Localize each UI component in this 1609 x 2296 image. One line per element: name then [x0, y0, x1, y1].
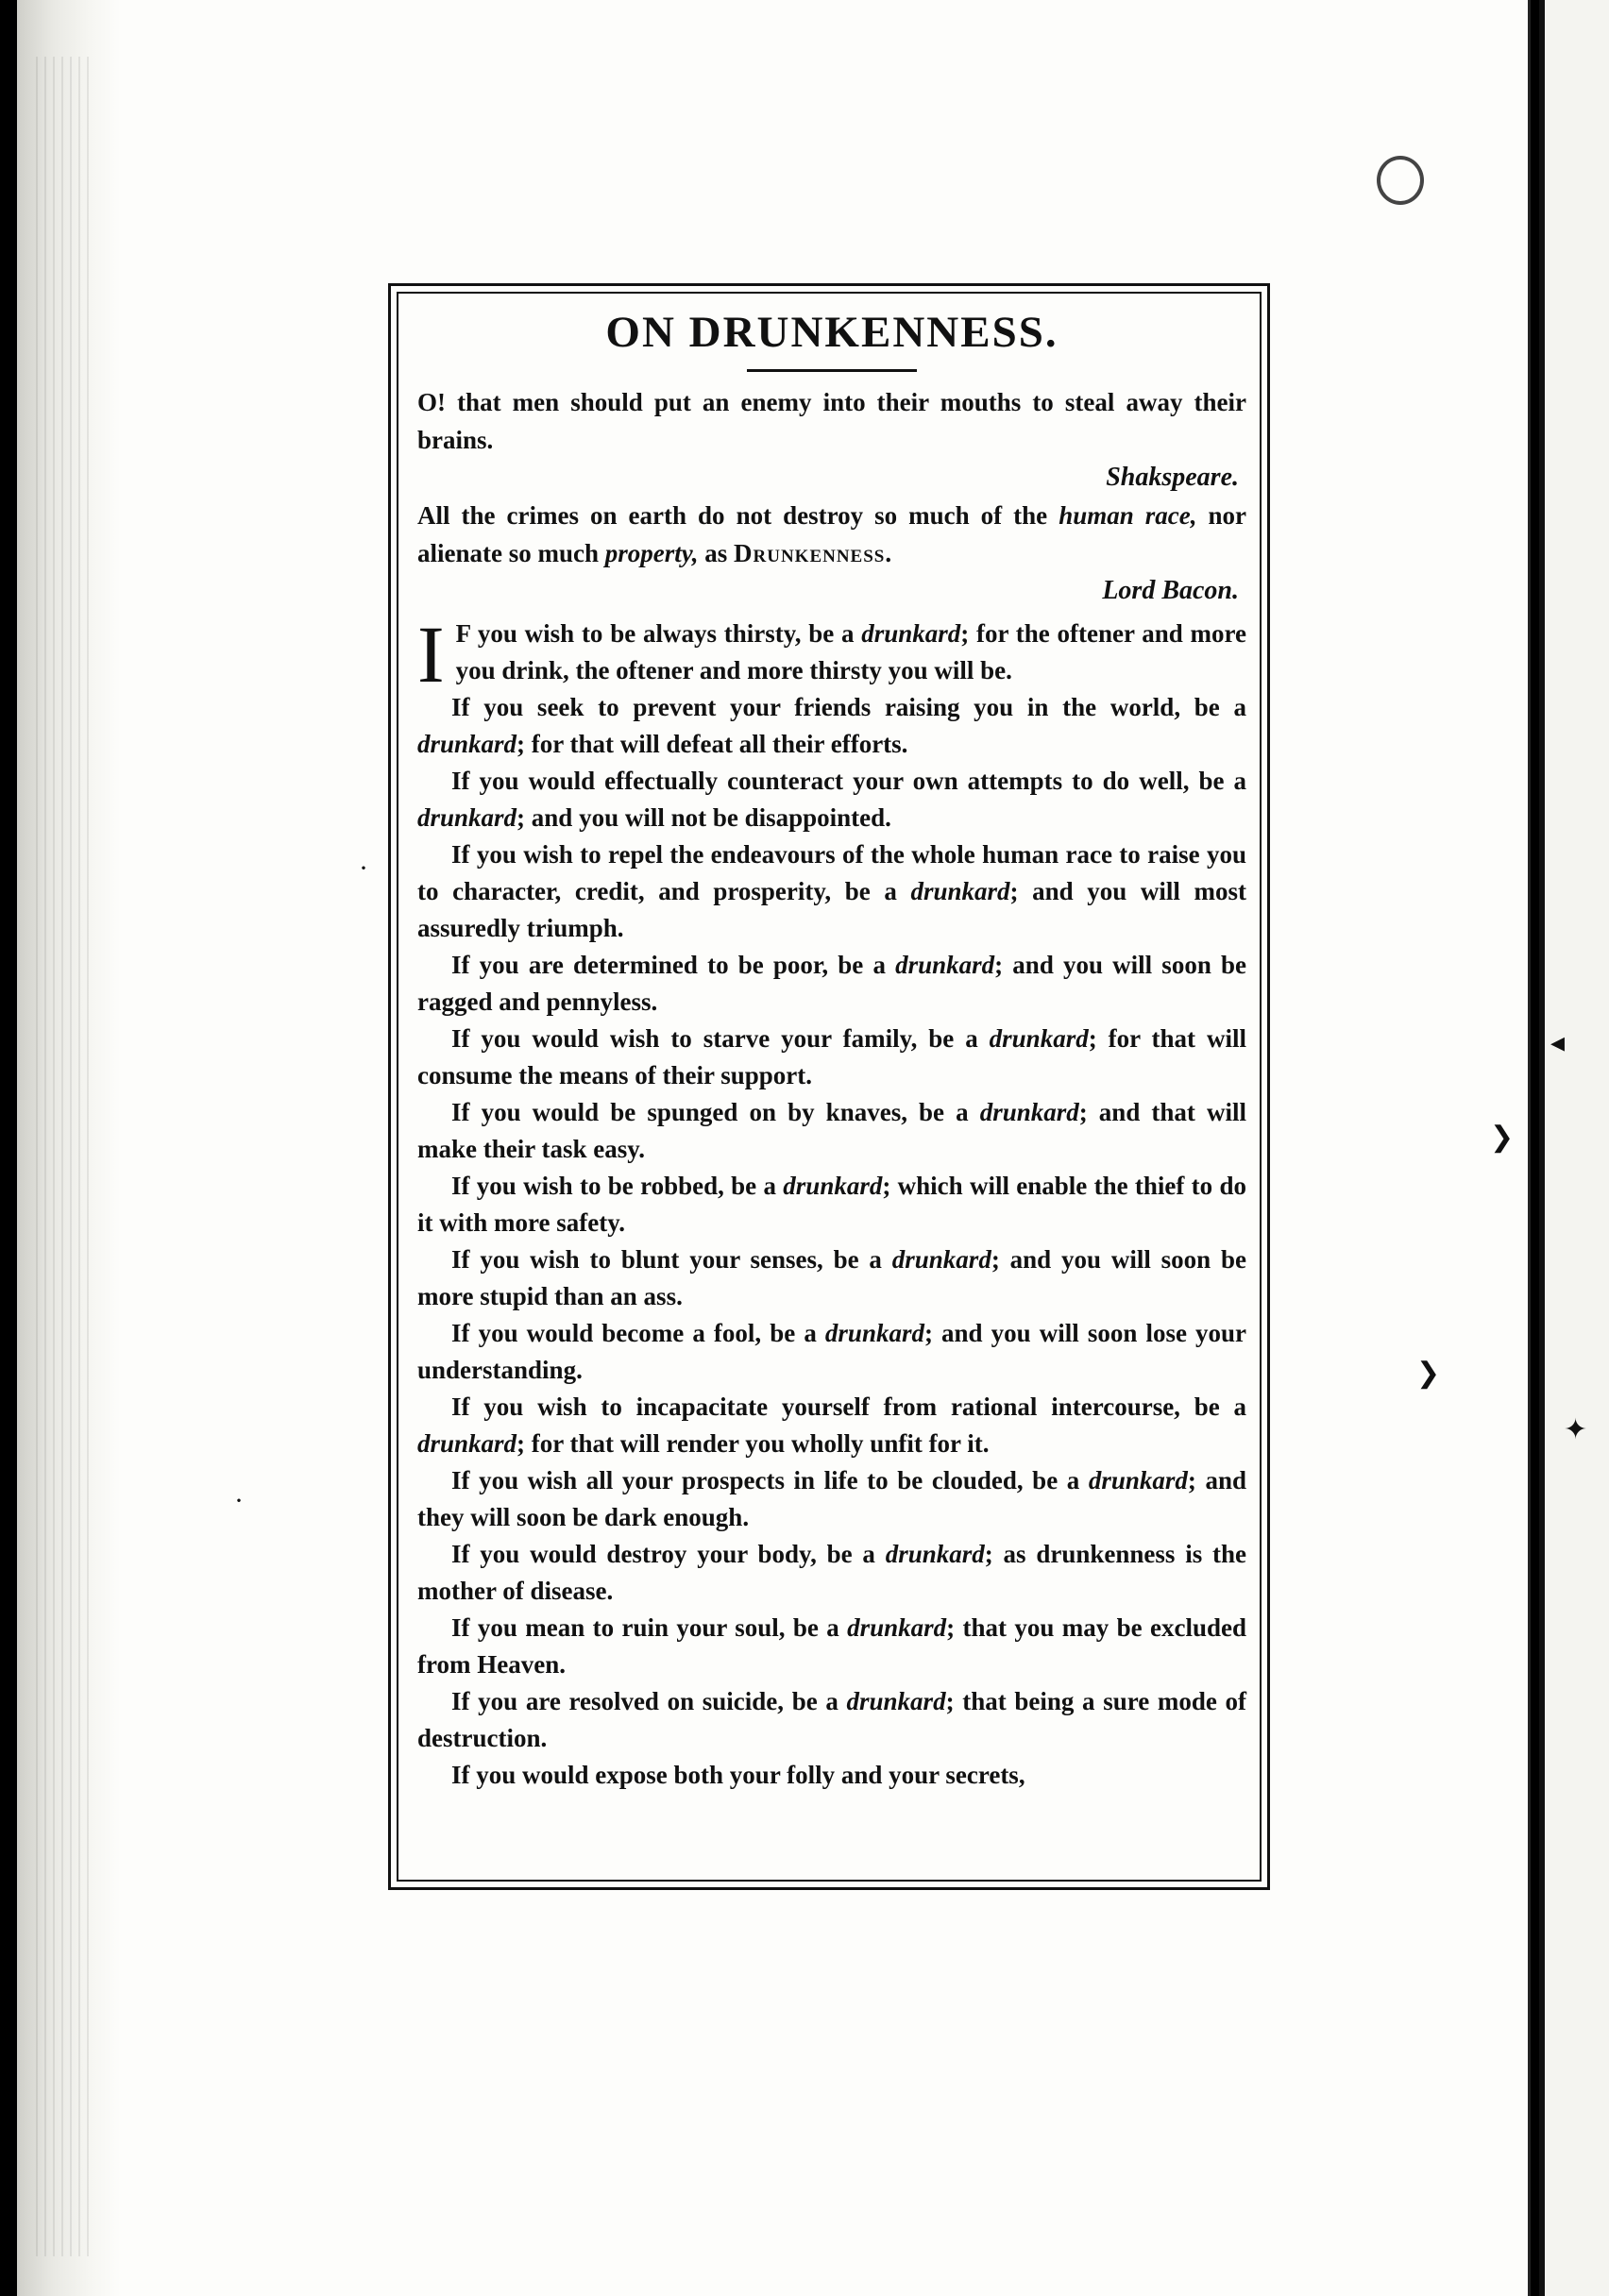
article-title: ON DRUNKENNESS. [605, 308, 1059, 357]
paragraph-text: If you would effectually counteract your own attempts to do well, be a [451, 766, 1246, 795]
drunkard-emphasis: drunkard [895, 950, 995, 979]
body-paragraph [417, 1094, 1246, 1168]
paragraph-text: If you would be spunged on by knaves, be a [451, 1097, 969, 1126]
binding-hole [1377, 156, 1424, 205]
epigraph-smallcaps: Drunkenness. [734, 538, 893, 567]
body-paragraph [417, 1315, 1246, 1389]
paragraph-text: If you wish to blunt your senses, be a [451, 1244, 882, 1274]
body-paragraph [417, 1683, 1246, 1757]
paragraph-text: ; and you will most assuredly triumph. [417, 876, 1246, 942]
paragraph-text: If you would expose both your folly and your secrets, [451, 1760, 1025, 1789]
drop-cap: I [417, 608, 445, 700]
paragraph-text: If you would destroy your body, be a [451, 1539, 875, 1568]
epigraph-text: as [704, 538, 728, 567]
paragraph-text: ; as drunkenness is the mother of disease. [417, 1539, 1246, 1605]
paragraph-text: If you are resolved on suicide, be a [451, 1686, 838, 1715]
body-paragraph [417, 1757, 1246, 1794]
paragraph-text: If you seek to prevent your friends raising you in the world, be a [451, 692, 1246, 721]
page-edge-texture [36, 57, 93, 2256]
body-paragraph [417, 1536, 1246, 1610]
body-paragraph [417, 1021, 1246, 1094]
drunkard-emphasis: drunkard [989, 1023, 1089, 1053]
drunkard-emphasis: drunkard [783, 1171, 883, 1200]
ink-speck: · [234, 1485, 244, 1516]
epigraph-emphasis: human race, [1059, 500, 1197, 530]
drunkard-emphasis: drunkard [824, 1318, 924, 1347]
epigraph-attribution: Lord Bacon. [1102, 575, 1239, 605]
body-paragraph [417, 1241, 1246, 1315]
epigraph-text: nor alienate so much [417, 500, 1247, 567]
article-body [417, 608, 1247, 1794]
drunkard-emphasis: drunkard [847, 1612, 947, 1642]
drunkard-emphasis: drunkard [846, 1686, 946, 1715]
paragraph-text: ; and they will soon be dark enough. [417, 1465, 1247, 1531]
paragraph-text: If you would become a fool, be a [451, 1318, 817, 1347]
epigraph-text: All the crimes on earth do not destroy so much of the [417, 500, 1048, 530]
paragraph-text: ; for that will consume the means of their support. [417, 1023, 1246, 1089]
epigraph-text: O! that men should put an enemy into their mouths to steal away their brains. [417, 387, 1246, 454]
paragraph-text: ; that being a sure mode of destruction. [417, 1686, 1246, 1752]
paragraph-text: ; and you will soon be ragged and pennyless. [417, 950, 1246, 1016]
ink-speck: · [359, 853, 368, 884]
body-paragraph [417, 1389, 1246, 1462]
body-paragraph [417, 1462, 1246, 1536]
paragraph-text: If you mean to ruin your soul, be a [451, 1612, 839, 1642]
drunkard-emphasis: drunkard [979, 1097, 1079, 1126]
paragraph-text: If you wish to incapacitate yourself from rational intercourse, be a [451, 1392, 1246, 1421]
drunkard-emphasis: drunkard [885, 1539, 985, 1568]
paragraph-text: ; and that will make their task easy. [417, 1097, 1246, 1163]
drunkard-emphasis: drunkard [910, 876, 1010, 905]
drunkard-emphasis: drunkard [1088, 1465, 1188, 1494]
body-paragraph [417, 689, 1246, 763]
paragraph-text: If you wish to be robbed, be a [451, 1171, 776, 1200]
epigraph-attribution: Shakspeare. [1106, 462, 1239, 492]
paragraph-text: F you wish to be always thirsty, be a [455, 618, 855, 648]
body-paragraph [417, 947, 1246, 1021]
body-paragraph [417, 1610, 1246, 1683]
ink-speck: ✦ [1564, 1414, 1588, 1445]
paragraph-text: ; for the oftener and more you drink, the oftener and more thirsty you will be. [455, 618, 1247, 684]
paragraph-text: ; for that will render you wholly unfit for it. [517, 1428, 990, 1458]
epigraph-shakespeare [417, 383, 1246, 459]
body-paragraph [417, 763, 1246, 836]
clipping-inner-border [397, 292, 1262, 1882]
epigraph-bacon [417, 497, 1246, 572]
drunkard-emphasis: drunkard [417, 1428, 517, 1458]
body-paragraph [417, 1168, 1246, 1241]
body-paragraph [417, 836, 1246, 947]
paragraph-text: ; that you may be excluded from Heaven. [417, 1612, 1247, 1679]
ink-speck: ◂ [1550, 1027, 1566, 1058]
body-paragraph [417, 608, 1247, 700]
paragraph-text: If you are determined to be poor, be a [451, 950, 886, 979]
drunkard-emphasis: drunkard [417, 729, 517, 758]
paragraph-text: ; and you will soon be more stupid than an ass. [417, 1244, 1246, 1310]
drunkard-emphasis: drunkard [417, 802, 517, 832]
paragraph-text: If you wish all your prospects in life to be clouded, be a [451, 1465, 1080, 1494]
scanned-page [17, 0, 1531, 2296]
paragraph-text: If you wish to repel the endeavours of the whole human race to raise you to character, credit, and prosperity, be a [417, 839, 1246, 905]
adjacent-page-edge [1539, 0, 1609, 2296]
title-rule [747, 369, 917, 372]
paragraph-text: ; and you will not be disappointed. [517, 802, 891, 832]
ink-speck: ❯ [1490, 1122, 1515, 1153]
newspaper-clipping [388, 283, 1270, 1890]
paragraph-text: If you would wish to starve your family, be a [451, 1023, 978, 1053]
drunkard-emphasis: drunkard [891, 1244, 991, 1274]
paragraph-text: ; for that will defeat all their efforts. [517, 729, 908, 758]
epigraph-emphasis: property, [604, 538, 699, 567]
ink-speck: ❯ [1416, 1358, 1441, 1389]
paragraph-text: ; which will enable the thief to do it with more safety. [417, 1171, 1247, 1237]
paragraph-text: ; and you will soon lose your understanding. [417, 1318, 1247, 1384]
drunkard-emphasis: drunkard [861, 618, 961, 648]
